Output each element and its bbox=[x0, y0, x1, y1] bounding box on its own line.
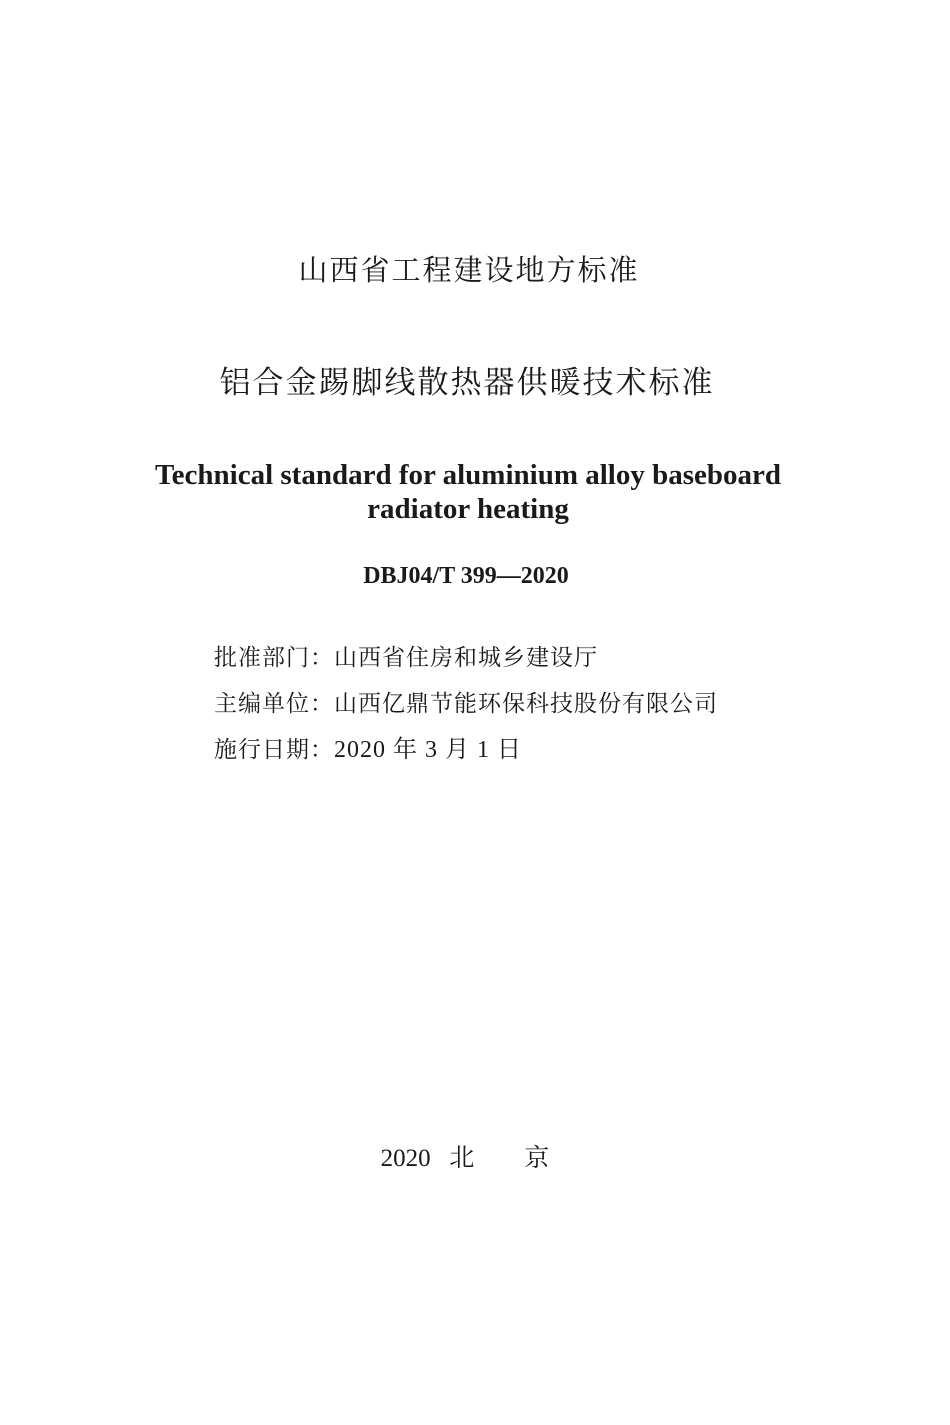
document-title-chinese: 铝合金踢脚线散热器供暖技术标准 bbox=[219, 365, 715, 401]
imprint-year: 2020 bbox=[380, 1145, 431, 1172]
effective-date-value: 2020 年 3 月 1 日 bbox=[334, 737, 522, 763]
english-title-line-1: Technical standard for aluminium alloy baseboard bbox=[154, 459, 782, 491]
imprint-city: 北 京 bbox=[449, 1143, 550, 1172]
effective-date-label: 施行日期： bbox=[214, 737, 334, 763]
approved-by-value: 山西省住房和城乡建设厅 bbox=[334, 645, 598, 671]
chief-editor-value: 山西亿鼎节能环保科技股份有限公司 bbox=[334, 691, 718, 717]
chief-editor-label: 主编单位： bbox=[214, 691, 334, 717]
chief-editor-row bbox=[214, 684, 718, 730]
series-title: 山西省工程建设地方标准 bbox=[298, 253, 640, 287]
approved-by-row bbox=[214, 638, 718, 684]
standard-code: DBJ04/T 399—2020 bbox=[363, 563, 569, 589]
imprint bbox=[0, 1138, 930, 1174]
document-title-english bbox=[0, 458, 936, 526]
english-title-line-2: radiator heating bbox=[367, 493, 569, 525]
publication-info bbox=[214, 638, 718, 776]
approved-by-label: 批准部门： bbox=[214, 645, 334, 671]
effective-date-row bbox=[214, 730, 718, 776]
